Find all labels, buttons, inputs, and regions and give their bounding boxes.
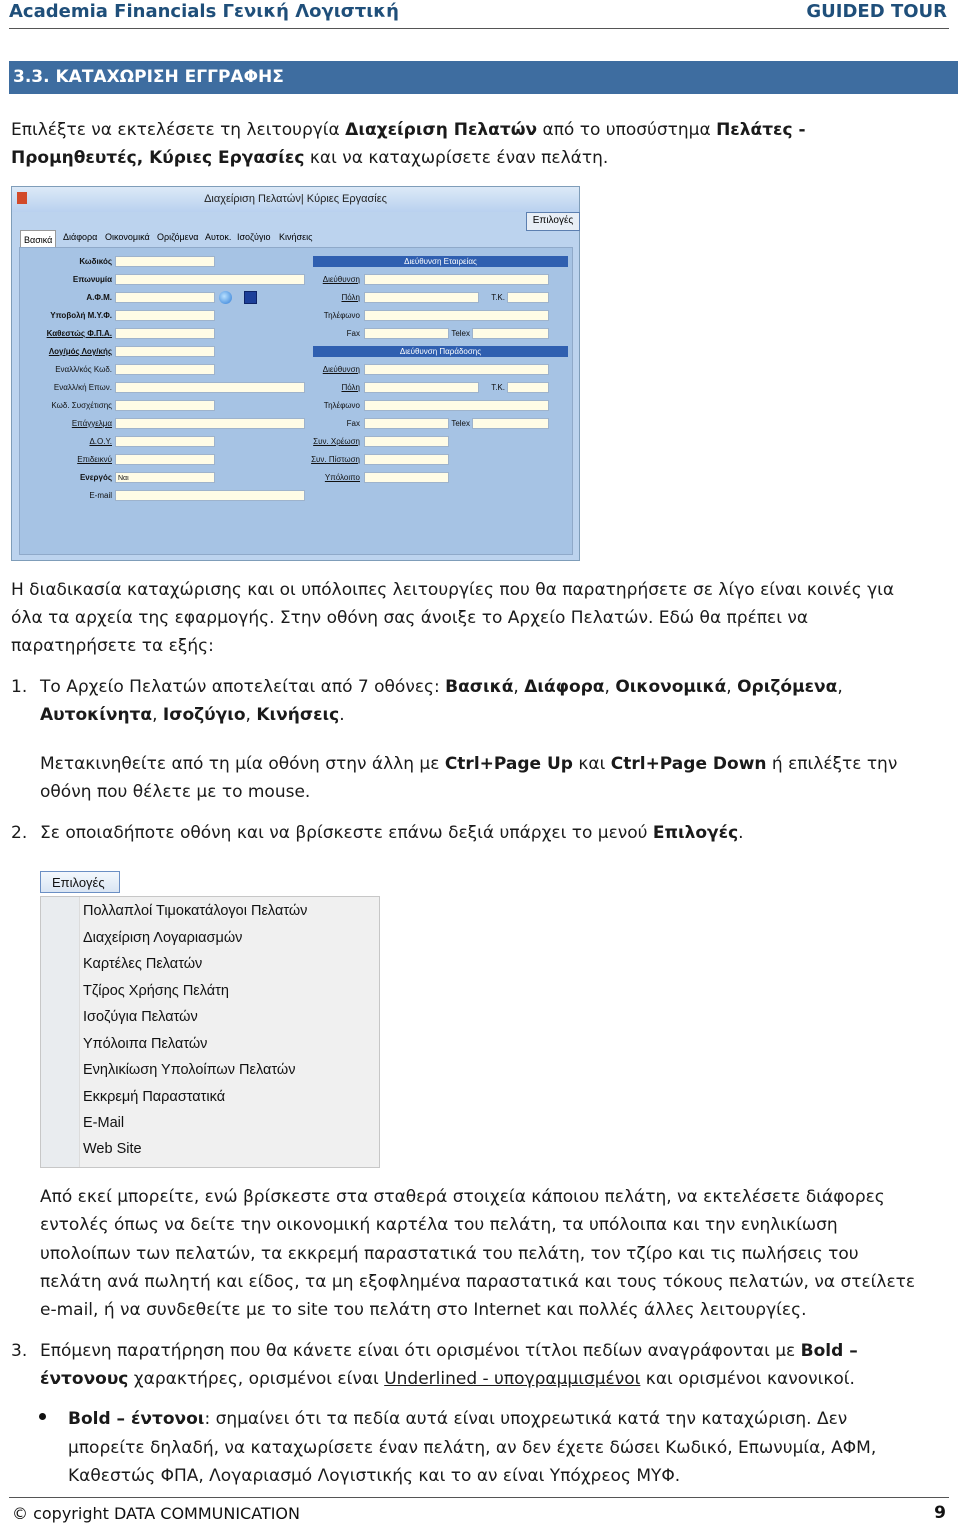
myf-label: Υποβολή Μ.Υ.Φ. [50,311,112,320]
display-label: Επιδεικνύ [77,455,112,464]
company-address-header: Διεύθυνση Εταιρείας [313,256,568,267]
vat-number-field[interactable] [115,292,215,303]
bullet-line-1 [68,1405,847,1434]
item2-bold: Επιλογές [652,823,739,843]
para3-line-2: εντολές όπως να δείτε την οικονομική καρτέλα του πελάτη, τα υπόλοιπα και την ενηλικίωση [40,1215,838,1235]
relation-code-label: Κωδ. Συσχέτισης [51,401,112,410]
profession-field[interactable] [115,418,305,429]
intro-text: Επιλέξτε να εκτελέσετε τη λειτουργία [11,120,346,140]
globe-icon[interactable] [219,291,232,304]
page-footer [9,1497,949,1524]
item3-line-2 [40,1365,855,1394]
tab-auto[interactable]: Αυτοκ. [205,232,232,242]
delivery-address-header: Διεύθυνση Παράδοσης [313,346,568,357]
section-heading [9,61,958,94]
item1-line-2 [40,701,345,730]
delivery-city-label: Πόλη [341,383,360,392]
name-field[interactable] [115,274,305,285]
telex-field[interactable] [472,328,549,339]
intro-bold: Προμηθευτές, Κύριες Εργασίες [11,148,305,168]
menu-item-customer-ledgers[interactable]: Καρτέλες Πελατών [83,956,203,972]
alt-code-field[interactable] [115,364,215,375]
move-line-2: οθόνη που θέλετε με το mouse. [40,782,311,802]
vat-status-label: Καθεστώς Φ.Π.Α. [46,329,112,338]
telex-label: Telex [451,329,470,338]
item1-sep: , [726,677,738,697]
alt-code-label: Εναλλ/κός Κωδ. [55,365,112,374]
tax-office-field[interactable] [115,436,215,447]
para3-line-4: πελάτη ανά πωλητή και είδος, τα μη εξοφλημένα παραστατικά και τους τόκους πελατών, να στείλετε [40,1272,916,1292]
item1-bold: Ισοζύγιο [162,705,246,725]
window-title: Διαχείριση Πελατών| Κύριες Εργασίες [204,193,387,205]
item2-text: . [738,823,744,843]
delivery-phone-label: Τηλέφωνο [323,401,360,410]
menu-item-aging[interactable]: Ενηλικίωση Υπολοίπων Πελατών [83,1062,296,1078]
item1-bold: Αυτοκίνητα [40,705,153,725]
page-header [9,0,949,29]
menu-item-trial-balances[interactable]: Ισοζύγια Πελατών [83,1009,198,1025]
tab-defined[interactable]: Οριζόμενα [157,232,199,242]
balance-field[interactable] [364,472,449,483]
intro-bold: Διαχείριση Πελατών [345,120,538,140]
item1-bold: Οριζόμενα [737,677,838,697]
move-bold: Ctrl+Page Up [444,754,573,774]
fax-label: Fax [346,329,360,338]
options-menu [40,896,380,1168]
code-label: Κωδικός [79,257,112,266]
item1-bold: Βασικά [445,677,514,697]
delivery-telex-label: Telex [451,419,470,428]
item1-sep: , [837,677,843,697]
credit-field[interactable] [364,454,449,465]
balance-label: Υπόλοιπο [324,473,360,482]
item3-text: Επόμενη παρατήρηση που θα κάνετε είναι ότι ορισμένοι τίτλοι πεδίων αναγράφονται με [40,1341,801,1361]
document-title: Academia Financials Γενική Λογιστική [9,1,399,22]
credit-label: Συν. Πίστωση [311,455,360,464]
item1-line-1 [40,673,843,702]
para3-line-3: υπολοίπων των πελατών, τα εκκρεμή παραστατικά του πελάτη, τον τζίρο και τις πωλήσεις του [40,1244,859,1264]
postcode-label: Τ.Κ. [491,293,505,302]
intro-line-1 [11,116,806,145]
alt-name-label: Εναλλ/κή Επων. [53,383,112,392]
delivery-phone-field[interactable] [364,400,549,411]
menu-item-turnover[interactable]: Τζίρος Χρήσης Πελάτη [83,983,229,999]
delivery-postcode-field[interactable] [507,382,549,393]
item1-sep: , [245,705,257,725]
item3-underlined: Underlined - υπογραμμισμένοι [384,1369,641,1389]
item2-number: 2. [11,823,28,843]
move-bold: Ctrl+Page Down [610,754,767,774]
email-label: E-mail [89,491,112,500]
section-title: 3.3. ΚΑΤΑΧΩΡΙΣΗ ΕΓΓΡΑΦΗΣ [13,67,284,87]
bullet-text: : σημαίνει ότι τα πεδία αυτά είναι υποχρεωτικά κατά την καταχώριση. Δεν [204,1409,848,1429]
window-titlebar [12,187,579,212]
move-line-1 [40,750,897,779]
tab-financial[interactable]: Οικονομικά [105,232,150,242]
bullet-line-3: Καθεστώς ΦΠΑ, Λογαριασμό Λογιστικής και το αν είναι Υπόχρεος ΜΥΦ. [68,1466,681,1486]
guided-tour-label: GUIDED TOUR [806,1,947,22]
phone-label: Τηλέφωνο [323,311,360,320]
menu-item-email[interactable]: E-Mail [83,1115,125,1131]
tab-misc[interactable]: Διάφορα [63,232,98,242]
debit-label: Συν. Χρέωση [313,437,360,446]
active-field[interactable]: Ναι [115,472,215,483]
delivery-address-field[interactable] [364,364,549,375]
move-text: και [572,754,611,774]
item2-line [40,819,744,848]
menu-item-price-lists[interactable]: Πολλαπλοί Τιμοκατάλογοι Πελατών [83,903,308,919]
item1-sep: , [604,677,616,697]
menu-item-website[interactable]: Web Site [83,1141,142,1157]
item3-number: 3. [11,1341,28,1361]
eu-icon[interactable] [244,291,257,304]
intro-line-2 [11,144,608,173]
basic-panel [19,247,573,555]
delivery-address-label: Διεύθυνση [322,365,360,374]
profession-label: Επάγγελμα [71,419,112,428]
phone-field[interactable] [364,310,549,321]
bullet-dot [39,1413,46,1420]
intro-text: και να καταχωρίσετε έναν πελάτη. [304,148,609,168]
email-field[interactable] [115,490,305,501]
item3-text: και ορισμένοι κανονικοί. [640,1369,855,1389]
menu-item-balances[interactable]: Υπόλοιπα Πελατών [83,1036,208,1052]
item1-sep: . [339,705,345,725]
item1-bold: Κινήσεις [256,705,340,725]
delivery-fax-label: Fax [346,419,360,428]
display-field[interactable] [115,454,215,465]
para3-line-5: e-mail, ή να συνδεθείτε με το site του πελάτη στο Internet και πολλές άλλες λειτουργίες. [40,1300,807,1320]
item1-bold: Διάφορα [524,677,605,697]
options-button[interactable]: Επιλογές [526,212,580,231]
myf-field[interactable] [115,310,215,321]
para3-line-1: Από εκεί μπορείτε, ενώ βρίσκεστε στα σταθερά στοιχεία κάποιου πελάτη, να εκτελέσετε διάφορες [40,1187,885,1207]
item1-sep: , [513,677,525,697]
item3-bold: Bold – [800,1341,858,1361]
customer-management-window [11,186,580,561]
move-text: ή επιλέξτε την [766,754,898,774]
relation-code-field[interactable] [115,400,215,411]
city-label: Πόλη [341,293,360,302]
options-menu-button[interactable]: Επιλογές [40,871,120,893]
delivery-postcode-label: Τ.Κ. [491,383,505,392]
item3-text: χαρακτήρες, ορισμένοι είναι [128,1369,385,1389]
bullet-line-2: μπορείτε δηλαδή, να καταχωρίσετε έναν πελάτη, αν δεν έχετε δώσει Κωδικό, Επωνυμία, ΑΦΜ, [68,1438,877,1458]
menu-gutter [41,897,80,1167]
copyright: © copyright DATA COMMUNICATION [12,1504,300,1523]
tax-office-label: Δ.Ο.Υ. [89,437,112,446]
item3-line-1 [40,1337,858,1366]
address-label: Διεύθυνση [322,275,360,284]
address-field[interactable] [364,274,549,285]
intro-bold: Πελάτες - [716,120,806,140]
vat-status-field[interactable] [115,328,215,339]
item2-text: Σε οποιαδήποτε οθόνη και να βρίσκεστε επάνω δεξιά υπάρχει το μενού [40,823,653,843]
intro-text: από το υποσύστημα [537,120,717,140]
alt-name-field[interactable] [115,382,305,393]
page-number: 9 [934,1503,946,1523]
tab-transactions[interactable]: Κινήσεις [279,232,313,242]
item1-sep: , [152,705,163,725]
delivery-telex-field[interactable] [472,418,549,429]
item3-bold: έντονους [40,1369,129,1389]
bullet-bold: Bold – έντονοι [68,1409,205,1429]
para2-line-3: παρατηρήσετε τα εξής: [11,636,214,656]
para2-line-2: όλα τα αρχεία της εφαρμογής. Στην οθόνη σας άνοιξε το Αρχείο Πελατών. Εδώ θα πρέπει να [11,608,809,628]
tab-basic[interactable]: Βασικά [20,230,56,249]
account-label: Λογ/μός Λογ/κής [48,347,112,356]
vat-number-label: Α.Φ.Μ. [86,293,112,302]
debit-field[interactable] [364,436,449,447]
menu-item-pending-docs[interactable]: Εκκρεμή Παραστατικά [83,1089,226,1105]
item1-number: 1. [11,677,28,697]
menu-item-accounts[interactable]: Διαχείριση Λογαριασμών [83,930,243,946]
tab-balance[interactable]: Ισοζύγιο [237,232,271,242]
item1-text: Το Αρχείο Πελατών αποτελείται από 7 οθόνες: [40,677,446,697]
item1-bold: Οικονομικά [615,677,727,697]
account-field[interactable] [115,346,215,357]
active-label: Ενεργός [79,473,112,482]
name-label: Επωνυμία [72,275,112,284]
para2-line-1: Η διαδικασία καταχώρισης και οι υπόλοιπες λειτουργίες που θα παρατηρήσετε σε λίγο είναι κοινές για [11,580,895,600]
postcode-field[interactable] [507,292,549,303]
move-text: Μετακινηθείτε από τη μία οθόνη στην άλλη με [40,754,445,774]
code-field[interactable] [115,256,215,267]
